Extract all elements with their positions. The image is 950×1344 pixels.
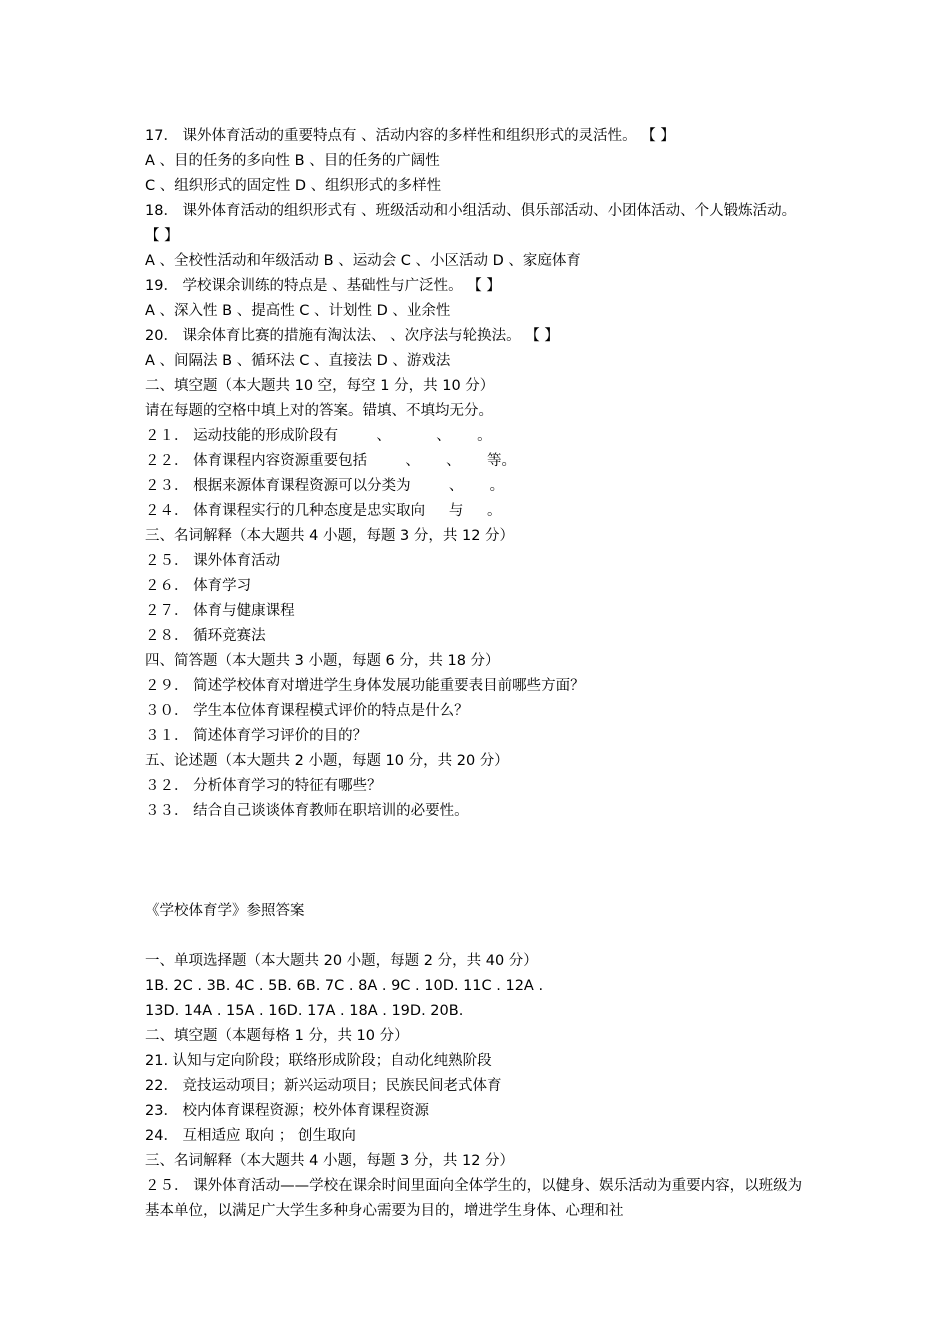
question-24: ２４． 体育课程实行的几种态度是忠实取向 与 。	[145, 503, 502, 519]
question-28: ２８． 循环竞赛法	[145, 628, 266, 644]
answer-choice-row-2: 13D. 14A . 15A . 16D. 17A . 18A . 19D. 20B.	[145, 1003, 464, 1019]
document-body	[145, 124, 810, 1224]
question-31: ３１． 简述体育学习评价的目的？	[145, 728, 368, 744]
question-17-options-ab: A 、目的任务的多向性 B 、目的任务的广阔性	[145, 153, 440, 169]
question-29: ２９． 简述学校体育对增进学生身体发展功能重要表目前哪些方面？	[145, 678, 585, 694]
section-heading-fill-blank: 二、填空题（本大题共 10 空，每空 1 分，共 10 分）	[145, 378, 495, 394]
question-18: 18． 课外体育活动的组织形式有 、班级活动和小组活动、俱乐部活动、小团体活动、个人锻炼活动。 【 】	[145, 203, 797, 244]
question-17: 17． 课外体育活动的重要特点有 、活动内容的多样性和组织形式的灵活性。 【 】	[145, 128, 675, 144]
answer-section-single-choice: 一、单项选择题（本大题共 20 小题，每题 2 分，共 40 分）	[145, 953, 538, 969]
question-19-options: A 、深入性 B 、提高性 C 、计划性 D 、业余性	[145, 303, 451, 319]
answer-24: 24． 互相适应 取向 ； 创生取向	[145, 1128, 356, 1144]
question-26: ２６． 体育学习	[145, 578, 252, 594]
question-27: ２７． 体育与健康课程	[145, 603, 295, 619]
answer-25: ２５． 课外体育活动——学校在课余时间里面向全体学生的，以健身、娱乐活动为重要内容，以班级为基本单位，以满足广大学生多种身心需要为目的，增进学生身体、心理和社	[145, 1178, 803, 1219]
answer-choice-row-1: 1B. 2C . 3B. 4C . 5B. 6B. 7C . 8A . 9C . 10D. 11C . 12A .	[145, 978, 544, 994]
question-22: ２２． 体育课程内容资源重要包括 、 、 等。	[145, 453, 517, 469]
question-25: ２５． 课外体育活动	[145, 553, 281, 569]
section-heading-term-explanation: 三、名词解释（本大题共 4 小题，每题 3 分，共 12 分）	[145, 528, 515, 544]
answer-23: 23． 校内体育课程资源；校外体育课程资源	[145, 1103, 430, 1119]
fill-blank-instruction: 请在每题的空格中填上对的答案。错填、不填均无分。	[145, 403, 493, 419]
question-20-options: A 、间隔法 B 、循环法 C 、直接法 D 、游戏法	[145, 353, 451, 369]
section-heading-short-answer: 四、简答题（本大题共 3 小题，每题 6 分，共 18 分）	[145, 653, 500, 669]
question-17-options-cd: C 、组织形式的固定性 D 、组织形式的多样性	[145, 178, 442, 194]
spacer	[145, 924, 810, 949]
spacer	[145, 874, 810, 899]
answer-title: 《学校体育学》参照答案	[145, 903, 305, 919]
answer-section-term-explanation: 三、名词解释（本大题共 4 小题，每题 3 分，共 12 分）	[145, 1153, 515, 1169]
question-18-options: A 、全校性活动和年级活动 B 、运动会 C 、小区活动 D 、家庭体育	[145, 253, 581, 269]
section-heading-essay: 五、论述题（本大题共 2 小题，每题 10 分，共 20 分）	[145, 753, 509, 769]
question-30: ３０． 学生本位体育课程模式评价的特点是什么？	[145, 703, 469, 719]
spacer	[145, 824, 810, 874]
answer-section-fill-blank: 二、填空题（本题每格 1 分，共 10 分）	[145, 1028, 409, 1044]
question-19: 19． 学校课余训练的特点是 、基础性与广泛性。 【 】	[145, 278, 501, 294]
question-21: ２１． 运动技能的形成阶段有 、 、 。	[145, 428, 492, 444]
answer-22: 22． 竞技运动项目；新兴运动项目；民族民间老式体育	[145, 1078, 502, 1094]
question-32: ３２． 分析体育学习的特征有哪些？	[145, 778, 382, 794]
question-20: 20． 课余体育比赛的措施有淘汰法、 、次序法与轮换法。 【 】	[145, 328, 559, 344]
question-23: ２３． 根据来源体育课程资源可以分类为 、 。	[145, 478, 505, 494]
answer-21: 21. 认知与定向阶段；联络形成阶段；自动化纯熟阶段	[145, 1053, 492, 1069]
question-33: ３３． 结合自己谈谈体育教师在职培训的必要性。	[145, 803, 469, 819]
